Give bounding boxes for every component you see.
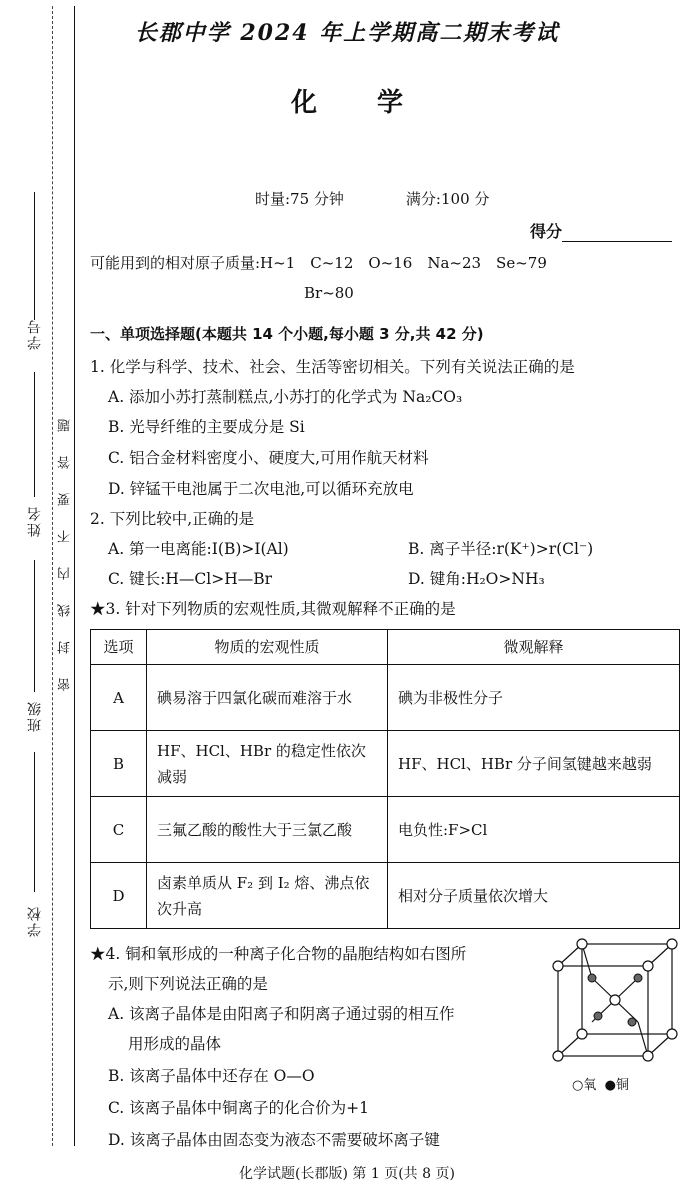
fold-line: [52, 6, 53, 1146]
q2-option-c: C. 键长:H—Cl>H—Br: [108, 570, 273, 588]
table-header: 选项: [91, 630, 147, 665]
student-id-blank: [34, 192, 35, 320]
seal-notice: 密封线内不要答题: [58, 395, 73, 691]
q4-option-d: D. 该离子晶体由固态变为液态不需要破坏离子键: [108, 1131, 440, 1149]
q2-option-d: D. 键角:H₂O>NH₃: [408, 570, 545, 588]
q4-option-c: C. 该离子晶体中铜离子的化合价为+1: [108, 1099, 370, 1117]
table-cell: A: [91, 665, 147, 731]
table-cell: B: [91, 731, 147, 797]
q1-stem: 1. 化学与科学、技术、社会、生活等密切相关。下列有关说法正确的是: [90, 358, 575, 376]
table-header-row: [91, 630, 680, 665]
score-box: [530, 219, 672, 242]
table-header: 微观解释: [388, 630, 680, 665]
table-row: [91, 665, 680, 731]
table-cell: D: [91, 863, 147, 929]
q3-table: [90, 629, 680, 929]
full-score: 满分:100 分: [405, 190, 490, 208]
figure-legend: [572, 1074, 629, 1093]
table-cell: 电负性:F>Cl: [388, 797, 680, 863]
table-cell: 相对分子质量依次增大: [388, 863, 680, 929]
table-cell: HF、HCl、HBr 分子间氢键越来越弱: [388, 731, 680, 797]
q1-option-b: B. 光导纤维的主要成分是 Si: [108, 418, 305, 436]
table-cell: 卤素单质从 F₂ 到 I₂ 熔、沸点依次升高: [147, 863, 388, 929]
score-label: 得分: [530, 222, 563, 241]
page-footer: 化学试题(长郡版) 第 1 页(共 8 页): [239, 1166, 455, 1182]
legend-oxygen: ○氧: [572, 1078, 597, 1093]
atomic-masses-2: Br~80: [304, 284, 354, 302]
score-blank[interactable]: [562, 223, 672, 242]
class-label: 班级: [27, 700, 43, 732]
subject-title: 化学: [290, 88, 463, 118]
table-cell: 三氟乙酸的酸性大于三氯乙酸: [147, 797, 388, 863]
q4-stem-line1: ★4. 铜和氧形成的一种离子化合物的晶胞结构如右图所: [90, 945, 467, 963]
class-blank: [34, 560, 35, 692]
table-cell: 碘易溶于四氯化碳而难溶于水: [147, 665, 388, 731]
q2-option-b: B. 离子半径:r(K⁺)>r(Cl⁻): [408, 540, 594, 558]
q2-option-a: A. 第一电离能:I(B)>I(Al): [108, 540, 289, 558]
q2-stem: 2. 下列比较中,正确的是: [90, 510, 255, 528]
exam-info: [255, 188, 551, 209]
q3-stem: ★3. 针对下列物质的宏观性质,其微观解释不正确的是: [90, 600, 456, 618]
q1-option-d: D. 锌锰干电池属于二次电池,可以循环充放电: [108, 480, 414, 498]
q1-option-a: A. 添加小苏打蒸制糕点,小苏打的化学式为 Na₂CO₃: [108, 388, 463, 406]
student-id-label: 学号: [27, 318, 43, 350]
table-header: 物质的宏观性质: [147, 630, 388, 665]
table-cell: 碘为非极性分子: [388, 665, 680, 731]
crystal-cell-figure: [552, 936, 678, 1064]
q4-option-a-cont: 用形成的晶体: [128, 1035, 222, 1053]
q1-option-c: C. 铝合金材料密度小、硬度大,可用作航天材料: [108, 449, 429, 467]
q4-stem-line2: 示,则下列说法正确的是: [108, 975, 268, 993]
section-heading: 一、单项选择题(本题共 14 个小题,每小题 3 分,共 42 分): [90, 325, 484, 343]
atomic-masses: 可能用到的相对原子质量:H~1 C~12 O~16 Na~23 Se~79: [90, 254, 547, 272]
table-row: [91, 797, 680, 863]
name-blank: [34, 372, 35, 497]
table-row: [91, 863, 680, 929]
q4-option-a: A. 该离子晶体是由阳离子和阴离子通过弱的相互作: [108, 1005, 455, 1023]
q4-option-b: B. 该离子晶体中还存在 O—O: [108, 1067, 315, 1085]
school-label: 学校: [27, 905, 43, 937]
table-row: [91, 731, 680, 797]
school-blank: [34, 752, 35, 892]
name-label: 姓名: [27, 505, 43, 537]
time-limit: 时量:75 分钟: [255, 190, 344, 208]
exam-title: 长郡中学 2024 年上学期高二期末考试: [134, 20, 560, 46]
table-cell: C: [91, 797, 147, 863]
table-cell: HF、HCl、HBr 的稳定性依次减弱: [147, 731, 388, 797]
legend-copper: ●铜: [604, 1078, 629, 1093]
